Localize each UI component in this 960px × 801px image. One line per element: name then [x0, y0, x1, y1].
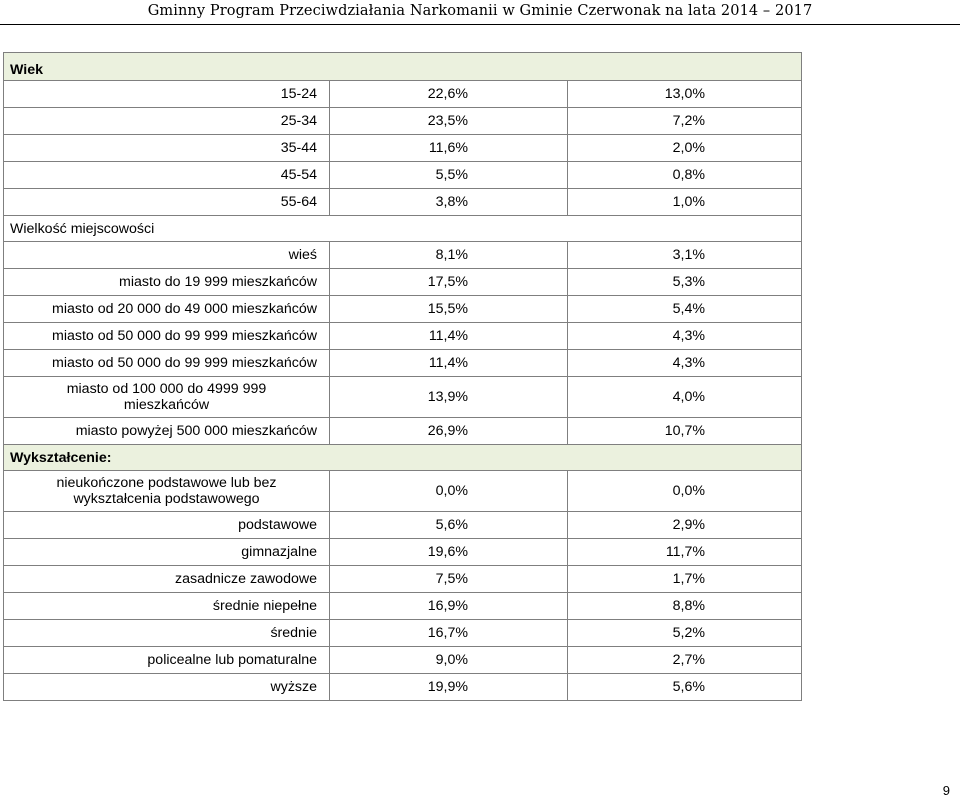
table-row [4, 418, 802, 445]
value-col-2: 8,8% [568, 593, 802, 620]
header-rule [0, 24, 960, 25]
row-label: 45-54 [4, 162, 330, 189]
value-col-1: 15,5% [330, 296, 568, 323]
row-label: zasadnicze zawodowe [4, 566, 330, 593]
value-col-2: 3,1% [568, 242, 802, 269]
value-col-1: 8,1% [330, 242, 568, 269]
value-col-2: 1,7% [568, 566, 802, 593]
table-row [4, 189, 802, 216]
section-header-row [4, 445, 802, 471]
value-col-1: 13,9% [330, 377, 568, 418]
value-col-1: 9,0% [330, 647, 568, 674]
row-label: policealne lub pomaturalne [4, 647, 330, 674]
row-label: miasto od 100 000 do 4999 999 mieszkańców [4, 377, 330, 418]
value-col-2: 4,3% [568, 323, 802, 350]
value-col-1: 26,9% [330, 418, 568, 445]
row-label: gimnazjalne [4, 539, 330, 566]
statistics-table [3, 52, 802, 701]
row-label: podstawowe [4, 512, 330, 539]
table-row [4, 323, 802, 350]
table-row [4, 296, 802, 323]
table-row [4, 566, 802, 593]
value-col-1: 3,8% [330, 189, 568, 216]
value-col-1: 19,9% [330, 674, 568, 701]
value-col-2: 5,3% [568, 269, 802, 296]
table-row [4, 350, 802, 377]
value-col-2: 5,4% [568, 296, 802, 323]
table-row [4, 620, 802, 647]
row-label: 55-64 [4, 189, 330, 216]
table-row [4, 269, 802, 296]
row-label: wyższe [4, 674, 330, 701]
table-row [4, 162, 802, 189]
section-title: Wielkość miejscowości [4, 216, 802, 242]
statistics-table-wrapper [3, 52, 801, 701]
row-label: 35-44 [4, 135, 330, 162]
value-col-2: 10,7% [568, 418, 802, 445]
page-number: 9 [942, 783, 950, 798]
table-row [4, 471, 802, 512]
row-label: miasto do 19 999 mieszkańców [4, 269, 330, 296]
section-title: Wykształcenie: [4, 445, 802, 471]
table-row [4, 647, 802, 674]
table-row [4, 108, 802, 135]
section-title: Wiek [4, 53, 802, 81]
value-col-2: 5,2% [568, 620, 802, 647]
value-col-1: 11,4% [330, 323, 568, 350]
row-label: 15-24 [4, 81, 330, 108]
value-col-1: 16,7% [330, 620, 568, 647]
value-col-2: 0,0% [568, 471, 802, 512]
row-label: średnie [4, 620, 330, 647]
table-row [4, 674, 802, 701]
value-col-1: 22,6% [330, 81, 568, 108]
value-col-2: 4,0% [568, 377, 802, 418]
value-col-1: 11,6% [330, 135, 568, 162]
value-col-2: 0,8% [568, 162, 802, 189]
row-label: miasto od 20 000 do 49 000 mieszkańców [4, 296, 330, 323]
value-col-2: 11,7% [568, 539, 802, 566]
section-header-row [4, 53, 802, 81]
section-header-row [4, 216, 802, 242]
value-col-1: 5,5% [330, 162, 568, 189]
page-header: Gminny Program Przeciwdziałania Narkomanii w Gminie Czerwonak na lata 2014 – 2017 [147, 3, 813, 19]
row-label: miasto od 50 000 do 99 999 mieszkańców [4, 323, 330, 350]
value-col-1: 19,6% [330, 539, 568, 566]
row-label: nieukończone podstawowe lub bez wykształcenia podstawowego [4, 471, 330, 512]
value-col-2: 2,7% [568, 647, 802, 674]
value-col-2: 7,2% [568, 108, 802, 135]
row-label: 25-34 [4, 108, 330, 135]
value-col-1: 5,6% [330, 512, 568, 539]
value-col-1: 16,9% [330, 593, 568, 620]
value-col-1: 23,5% [330, 108, 568, 135]
value-col-2: 5,6% [568, 674, 802, 701]
table-row [4, 593, 802, 620]
value-col-1: 11,4% [330, 350, 568, 377]
value-col-1: 0,0% [330, 471, 568, 512]
table-row [4, 377, 802, 418]
value-col-2: 2,0% [568, 135, 802, 162]
value-col-2: 13,0% [568, 81, 802, 108]
value-col-1: 17,5% [330, 269, 568, 296]
row-label: miasto powyżej 500 000 mieszkańców [4, 418, 330, 445]
table-row [4, 135, 802, 162]
table-row [4, 242, 802, 269]
table-row [4, 539, 802, 566]
value-col-2: 1,0% [568, 189, 802, 216]
value-col-2: 2,9% [568, 512, 802, 539]
value-col-2: 4,3% [568, 350, 802, 377]
value-col-1: 7,5% [330, 566, 568, 593]
row-label: miasto od 50 000 do 99 999 mieszkańców [4, 350, 330, 377]
row-label: wieś [4, 242, 330, 269]
table-row [4, 81, 802, 108]
table-row [4, 512, 802, 539]
row-label: średnie niepełne [4, 593, 330, 620]
